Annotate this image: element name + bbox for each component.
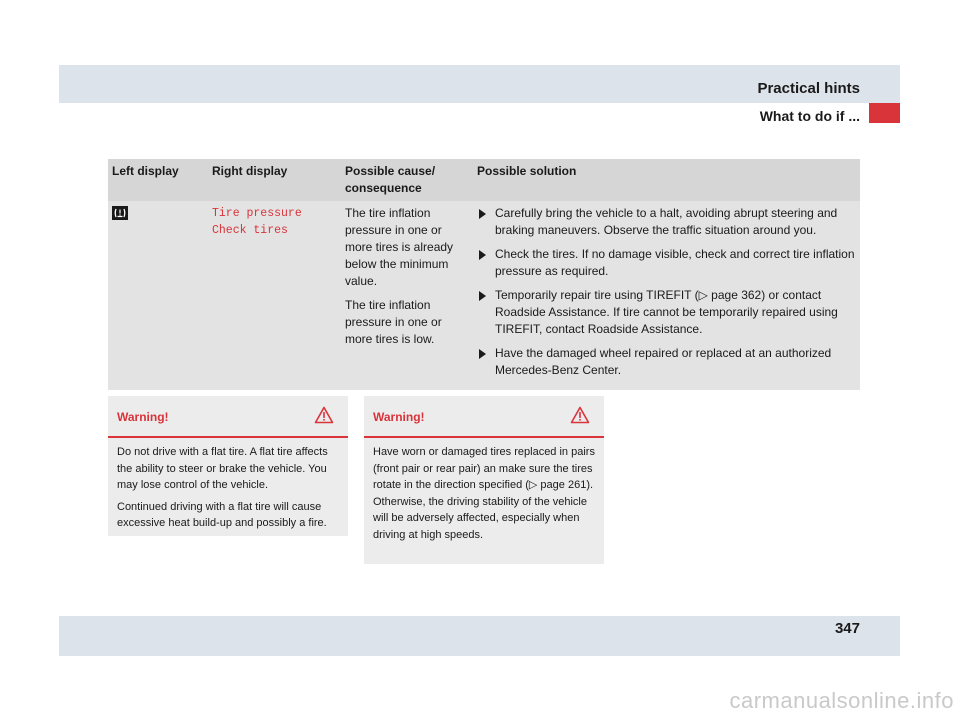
warning-triangle-icon — [314, 406, 334, 430]
cause-text-2: The tire inflation pressure in one or more tires is low. — [345, 298, 442, 346]
right-display-line-1: Tire pressure — [212, 207, 302, 220]
right-display-cell — [208, 201, 341, 390]
warning-header — [364, 396, 604, 438]
warning-triangle-icon — [570, 406, 590, 430]
footer-band — [59, 616, 900, 656]
warning-paragraph: Have worn or damaged tires replaced in pairs (front pair or rear pair) an make sure the tires rotate in the direction specified (▷ page 261). Otherwise, the driving stability of the vehicle will be adversely affected, especially when driving at high speeds. — [373, 446, 595, 541]
solution-item — [477, 287, 856, 338]
solution-item — [477, 246, 856, 280]
solution-text-1: Carefully bring the vehicle to a halt, avoiding abrupt steering and braking maneuvers. Observe the traffic situation around you. — [495, 206, 838, 237]
warning-paragraph: Do not drive with a flat tire. A flat tire affects the ability to steer or brake the vehicle. You may lose control of the vehicle. — [117, 446, 328, 491]
red-tab-marker — [869, 103, 900, 123]
warning-box-flat-tire — [108, 396, 348, 536]
column-header-right-display: Right display — [208, 159, 341, 201]
solution-text-3: Temporarily repair tire using TIREFIT (▷ page 362) or contact Roadside Assistance. If tire cannot be temporarily repaired using TIREFIT, contact Roadside Assistance. — [495, 288, 838, 336]
solution-cell — [473, 201, 860, 390]
warning-title: Warning! — [373, 410, 425, 424]
column-header-possible-cause: Possible cause/ consequence — [341, 159, 473, 201]
solution-item — [477, 205, 856, 239]
triangle-bullet-icon — [479, 349, 486, 359]
solution-text-2: Check the tires. If no damage visible, check and correct tire inflation pressure as required. — [495, 247, 855, 278]
page-number: 347 — [834, 620, 860, 637]
triangle-bullet-icon — [479, 291, 486, 301]
triangle-bullet-icon — [479, 250, 486, 260]
column-header-possible-solution: Possible solution — [473, 159, 860, 201]
right-display-line-2: Check tires — [212, 224, 288, 237]
warning-body — [364, 438, 604, 556]
warning-header — [108, 396, 348, 438]
column-header-left-display: Left display — [108, 159, 208, 201]
table-header-row — [108, 159, 860, 201]
table-row — [108, 201, 860, 390]
warning-box-worn-tires — [364, 396, 604, 564]
solution-item — [477, 345, 856, 379]
cause-cell — [341, 201, 473, 390]
warning-body — [108, 438, 348, 545]
warning-title: Warning! — [117, 410, 169, 424]
left-display-cell — [108, 201, 208, 390]
warning-paragraph: Continued driving with a flat tire will cause excessive heat build-up and possibly a fire. — [117, 500, 327, 529]
triangle-bullet-icon — [479, 209, 486, 219]
tire-pressure-warning-icon — [112, 206, 128, 220]
subsection-title: What to do if ... — [759, 108, 860, 124]
hints-table — [108, 159, 860, 390]
solution-text-4: Have the damaged wheel repaired or replaced at an authorized Mercedes-Benz Center. — [495, 346, 832, 377]
watermark[interactable]: carmanualsonline.info — [729, 688, 954, 713]
section-title: Practical hints — [757, 80, 860, 97]
cause-text-1: The tire inflation pressure in one or more tires is already below the minimum value. — [345, 206, 454, 288]
